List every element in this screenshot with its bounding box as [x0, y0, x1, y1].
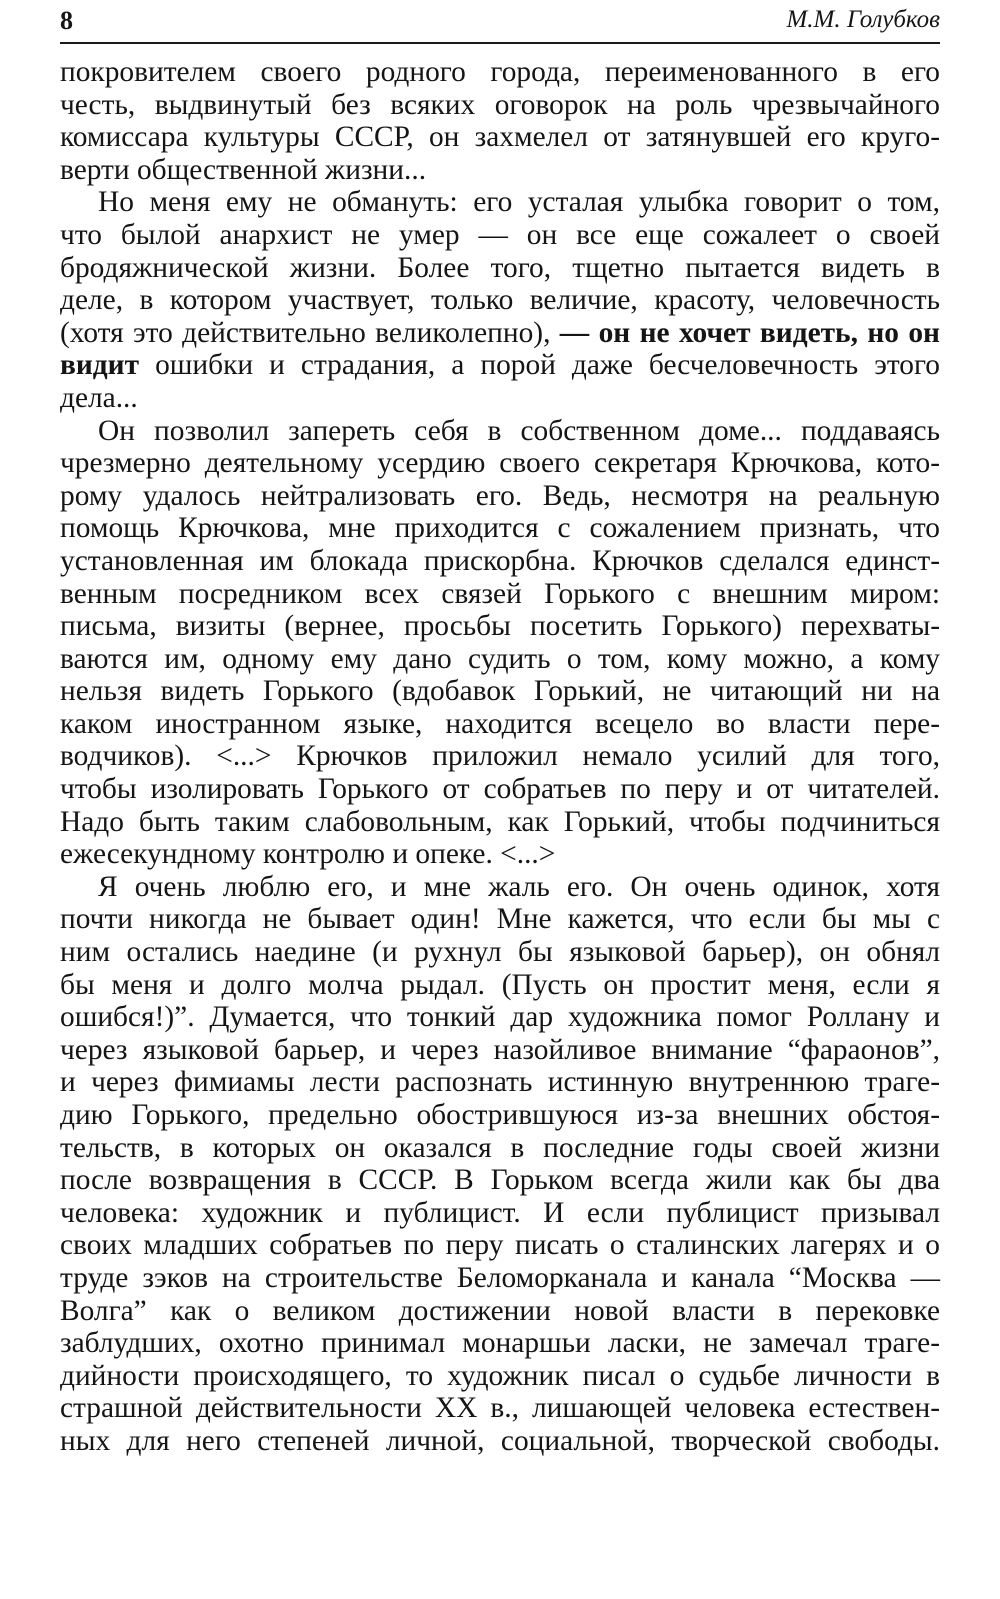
text-line	[60, 154, 940, 187]
text-segment: страшной действительности XX в., лишающей человека естествен-	[60, 1392, 940, 1425]
running-header	[60, 4, 940, 44]
text-line	[60, 317, 940, 350]
text-line	[60, 1066, 940, 1099]
text-segment: рому удалось нейтрализовать его. Ведь, несмотря на реальную	[60, 479, 940, 512]
text-segment: своих младших собратьев по перу писать о сталинских лагерях и о	[60, 1229, 940, 1262]
text-segment: и через фимиамы лести распознать истинную внутреннюю траге-	[60, 1066, 940, 1099]
text-line	[60, 740, 940, 773]
text-segment: человека: художник и публицист. И если публицист призывал	[60, 1196, 940, 1229]
text-segment: чрезмерно деятельному усердию своего секретаря Крючкова, кото-	[60, 447, 940, 480]
text-segment: ежесекундному контролю и опеке. <...>	[60, 838, 556, 871]
text-segment: водчиков). <...> Крючков приложил немало усилий для того,	[60, 740, 940, 773]
text-segment: Он позволил запереть себя в собственном доме... поддаваясь	[98, 414, 940, 447]
text-line	[60, 675, 940, 708]
text-segment: ных для него степеней личной, социальной, творческой свободы.	[60, 1424, 940, 1457]
text-segment: после возвращения в СССР. В Горьком всегда жили как бы два	[60, 1164, 940, 1197]
text-line	[60, 545, 940, 578]
text-line	[60, 1132, 940, 1165]
text-segment: каком иностранном языке, находится всецело во власти пере-	[60, 707, 940, 740]
text-segment: верти общественной жизни...	[60, 153, 427, 186]
text-segment: Но меня ему не обмануть: его усталая улыбка говорит о том,	[98, 186, 940, 219]
text-line	[60, 610, 940, 643]
page-number: 8	[60, 6, 73, 35]
text-segment: почти никогда не бывает один! Мне кажется, что если бы мы с	[60, 903, 940, 936]
text-line	[60, 969, 940, 1002]
text-line	[60, 382, 940, 415]
text-segment: труде зэков на строительстве Беломорканала и канала “Москва —	[60, 1261, 940, 1294]
text-line	[60, 1327, 940, 1360]
text-line	[60, 578, 940, 611]
text-line	[60, 936, 940, 969]
text-line	[60, 415, 940, 448]
text-line	[60, 1262, 940, 1295]
text-segment: заблудших, охотно принимал монаршьи ласки, не замечал траге-	[60, 1327, 940, 1360]
text-segment: бы меня и долго молча рыдал. (Пусть он простит меня, если я	[60, 968, 940, 1001]
text-segment: ваются им, одному ему дано судить о том, кому можно, а кому	[60, 642, 940, 675]
text-line	[60, 252, 940, 285]
text-segment: дийности происходящего, то художник писал о судьбе личности в	[60, 1359, 940, 1392]
bold-text-segment: видит	[60, 349, 140, 382]
text-line	[60, 447, 940, 480]
running-header-author: М.М. Голубков	[786, 6, 940, 33]
text-line	[60, 1360, 940, 1393]
text-line	[60, 773, 940, 806]
text-segment: комиссара культуры СССР, он захмелел от затянувшей его круго-	[60, 121, 940, 154]
text-line	[60, 1392, 940, 1425]
text-line	[60, 1425, 940, 1458]
text-line	[60, 1197, 940, 1230]
text-line	[60, 219, 940, 252]
text-line	[60, 838, 940, 871]
text-segment: дию Горького, предельно обострившуюся из-за внешних обстоя-	[60, 1099, 940, 1131]
text-segment: ошибся!)”. Думается, что тонкий дар художника помог Роллану и	[60, 1001, 940, 1034]
text-segment: дела...	[60, 381, 138, 414]
text-line	[60, 903, 940, 936]
text-segment: венным посредником всех связей Горького с внешним миром:	[60, 577, 940, 610]
text-line	[60, 1164, 940, 1197]
text-segment: установленная им блокада прискорбна. Крючков сделался единст-	[60, 544, 940, 577]
text-line	[60, 1295, 940, 1328]
text-segment: Надо быть таким слабовольным, как Горький, чтобы подчиниться	[60, 805, 940, 838]
text-segment: Я очень люблю его, и мне жаль его. Он очень одинок, хотя	[98, 870, 940, 903]
text-line	[60, 56, 940, 89]
text-segment: деле, в котором участвует, только величие, красоту, человечность	[60, 284, 940, 317]
text-segment: Волга” как о великом достижении новой власти в перековке	[60, 1294, 940, 1327]
text-segment: честь, выдвинутый без всяких оговорок на роль чрезвычайного	[60, 88, 940, 121]
paragraph	[60, 186, 940, 414]
text-segment: покровителем своего родного города, переименованного в его	[60, 56, 940, 88]
text-line	[60, 1001, 940, 1034]
text-segment: нельзя видеть Горького (вдобавок Горький, не читающий ни на	[60, 675, 940, 708]
text-segment: (хотя это действительно великолепно),	[60, 316, 560, 349]
body-text	[60, 56, 940, 1458]
text-segment: бродяжнической жизни. Более того, тщетно пытается видеть в	[60, 251, 940, 284]
text-line	[60, 512, 940, 545]
paragraph	[60, 415, 940, 871]
text-line	[60, 480, 940, 513]
text-segment: ошибки и страдания, а порой даже бесчеловечность этого	[139, 349, 940, 382]
text-line	[60, 284, 940, 317]
text-line	[60, 121, 940, 154]
text-line	[60, 708, 940, 741]
paragraph	[60, 871, 940, 1458]
text-line	[60, 806, 940, 839]
text-segment: что былой анархист не умер — он все еще сожалеет о своей	[60, 218, 940, 251]
text-line	[60, 871, 940, 904]
text-line	[60, 186, 940, 219]
text-line	[60, 349, 940, 382]
text-segment: письма, визиты (вернее, просьбы посетить Горького) перехваты-	[60, 610, 940, 643]
text-segment: тельств, в которых он оказался в последние годы своей жизни	[60, 1131, 940, 1164]
bold-text-segment: — он не хочет видеть, но он	[559, 316, 940, 349]
paragraph	[60, 56, 940, 186]
text-line	[60, 1034, 940, 1067]
text-segment: помощь Крючкова, мне приходится с сожалением признать, что	[60, 512, 940, 545]
text-line	[60, 1099, 940, 1132]
text-line	[60, 643, 940, 676]
text-segment: чтобы изолировать Горького от собратьев по перу и от читателей.	[60, 773, 940, 806]
text-segment: ним остались наедине (и рухнул бы языковой барьер), он обнял	[60, 936, 940, 969]
text-line	[60, 1229, 940, 1262]
book-page	[60, 0, 940, 1458]
text-line	[60, 89, 940, 122]
text-segment: через языковой барьер, и через назойливое внимание “фараонов”,	[60, 1033, 940, 1066]
